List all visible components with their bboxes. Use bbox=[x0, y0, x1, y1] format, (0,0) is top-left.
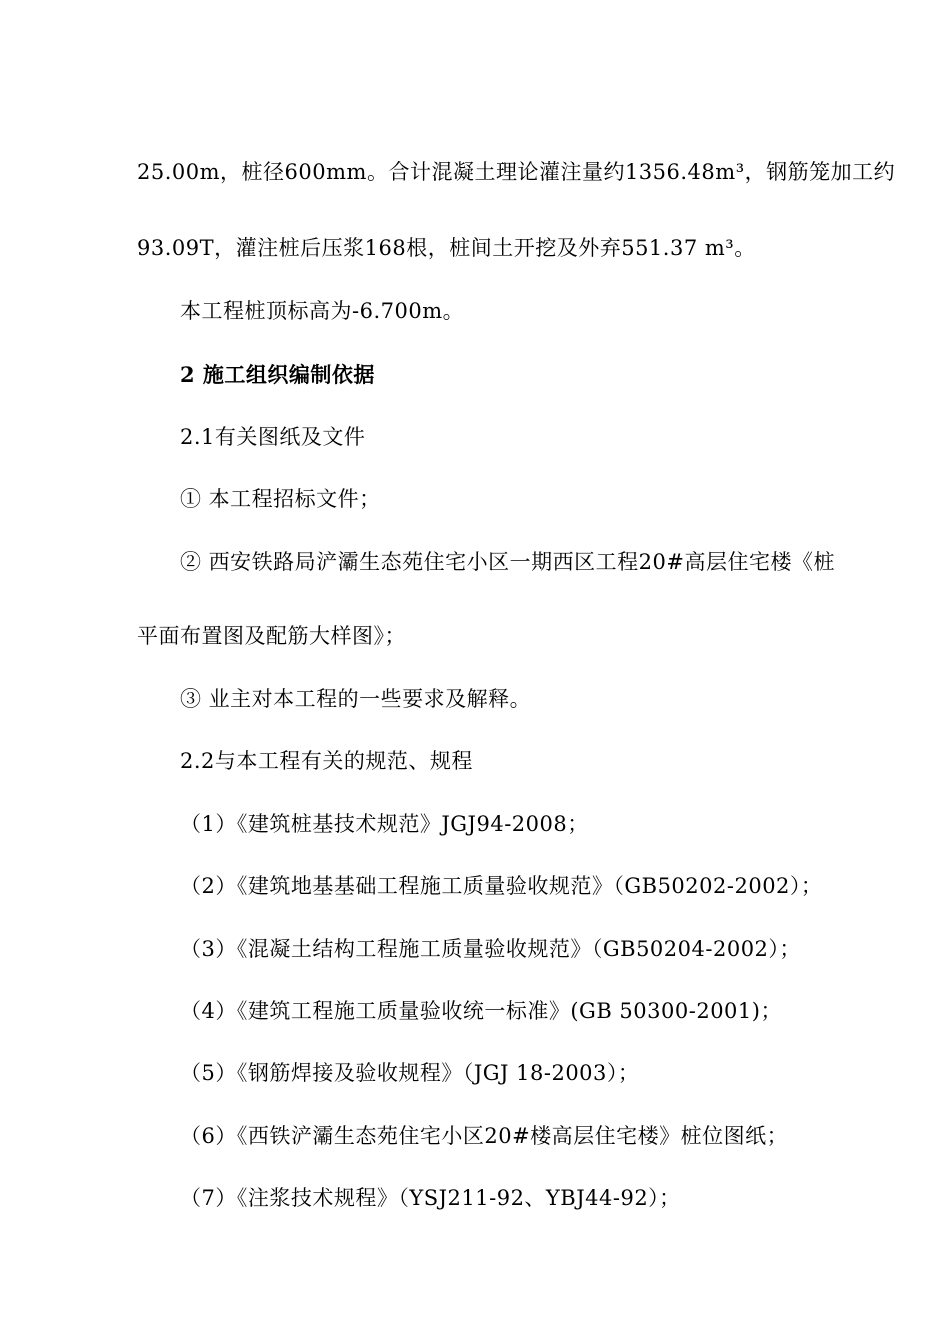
list-item-continuation: 平面布置图及配筋大样图》； bbox=[137, 624, 406, 648]
list-item: ① 本工程招标文件； bbox=[180, 487, 381, 511]
subsection-heading-2-1: 2.1有关图纸及文件 bbox=[180, 425, 366, 449]
list-item: （1）《建筑桩基技术规范》JGJ94-2008； bbox=[180, 812, 589, 836]
pile-top-elevation: 本工程桩顶标高为-6.700m。 bbox=[180, 299, 465, 323]
list-item: （5）《钢筋焊接及验收规程》（JGJ 18-2003）； bbox=[180, 1061, 640, 1085]
list-item: ③ 业主对本工程的一些要求及解释。 bbox=[180, 687, 532, 711]
list-item: （7）《注浆技术规程》（YSJ211-92、YBJ44-92）； bbox=[180, 1186, 681, 1210]
section-heading-2: 2 施工组织编制依据 bbox=[180, 362, 375, 387]
list-item: （3）《混凝土结构工程施工质量验收规范》（GB50204-2002）； bbox=[180, 937, 801, 961]
list-item: （2）《建筑地基基础工程施工质量验收规范》（GB50202-2002）； bbox=[180, 874, 823, 898]
paragraph-continuation-2: 93.09T，灌注桩后压浆168根，桩间土开挖及外弃551.37 m³。 bbox=[137, 236, 756, 260]
list-item: （4）《建筑工程施工质量验收统一标准》(GB 50300-2001)； bbox=[180, 999, 782, 1023]
paragraph-continuation-1: 25.00m，桩径600mm。合计混凝土理论灌注量约1356.48m³，钢筋笼加工约 bbox=[137, 160, 896, 184]
subsection-heading-2-2: 2.2与本工程有关的规范、规程 bbox=[180, 749, 473, 773]
list-item: ② 西安铁路局浐灞生态苑住宅小区一期西区工程20#高层住宅楼《桩 bbox=[180, 550, 835, 574]
list-item: （6）《西铁浐灞生态苑住宅小区20#楼高层住宅楼》桩位图纸； bbox=[180, 1124, 789, 1148]
